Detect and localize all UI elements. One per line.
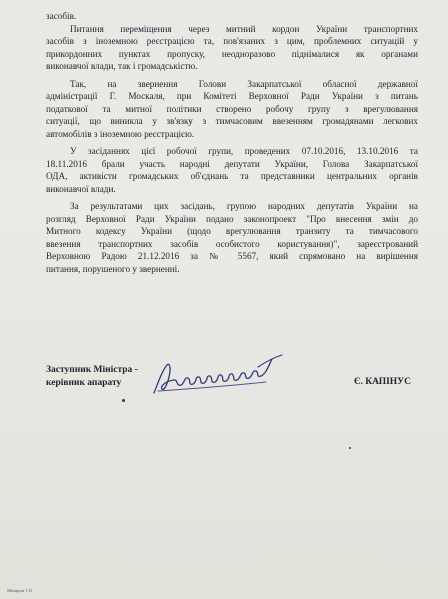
text-line: розгляд Верховної Ради України подано законопроект "Про внесення змін до bbox=[46, 213, 418, 224]
text-line: 18.11.2016 брали участь народні депутати України, Голова Закарпатської bbox=[46, 158, 418, 169]
ink-speck bbox=[122, 399, 125, 402]
text-line: У засіданнях цієї робочої групи, проведених 07.10.2016, 13.10.2016 та bbox=[70, 146, 418, 156]
handwritten-signature bbox=[148, 353, 296, 401]
text-line: За результатами цих засідань, групою народних депутатів України на bbox=[70, 201, 418, 211]
position-line: Заступник Міністра - bbox=[46, 365, 138, 375]
text-line: ОДА, активісти громадських об'єднань та представники центральних органів bbox=[46, 171, 418, 181]
text-line: податкової та митної політики створено робочу групу з врегулювання bbox=[46, 103, 418, 114]
text-line: ситуації, що виникла у зв'язку з тимчасовим ввезенням громадянами легкових bbox=[46, 116, 418, 126]
text-line: засобів. bbox=[46, 11, 77, 21]
text-line: Так, на звернення Голови Закарпатської обласної державної bbox=[70, 78, 418, 89]
text-line: Верховною Радою 21.12.2016 за № 5567, який спрямовано на вирішення bbox=[46, 251, 418, 261]
text-line: Митного кодексу України (щодо врегулювання транзиту та тимчасового bbox=[46, 226, 418, 236]
signatory-name: Є. КАПІНУС bbox=[354, 377, 412, 387]
text-line: питання, порушеного у зверненні. bbox=[46, 263, 180, 274]
letter-body bbox=[46, 10, 418, 275]
text-line: ввезення транспортних засобів особистого користування)", зареєстрований bbox=[46, 238, 418, 249]
text-line: виконавчої влади. bbox=[46, 183, 116, 194]
page-footer: Мінпром 1 II bbox=[7, 588, 32, 593]
position-line: керівник апарату bbox=[46, 378, 122, 388]
text-line: автомобілів з іноземною реєстрацією. bbox=[46, 128, 195, 139]
signatory-position bbox=[46, 364, 138, 390]
text-line: прикордонних пунктах пропуску, неодноразово піднімалися як органами bbox=[46, 48, 418, 59]
text-line: засобів з іноземною реєстрацією та, пов'язаних з цим, проблемних ситуацій у bbox=[46, 36, 418, 46]
text-line: виконавчої влади, так і громадськістю. bbox=[46, 61, 198, 71]
text-line: адміністрації Г. Москаля, при Комітеті Верховної Ради України з питань bbox=[46, 91, 418, 101]
text-line: Питання переміщення через митний кордон України транспортних bbox=[70, 23, 418, 34]
ink-speck bbox=[349, 447, 351, 449]
